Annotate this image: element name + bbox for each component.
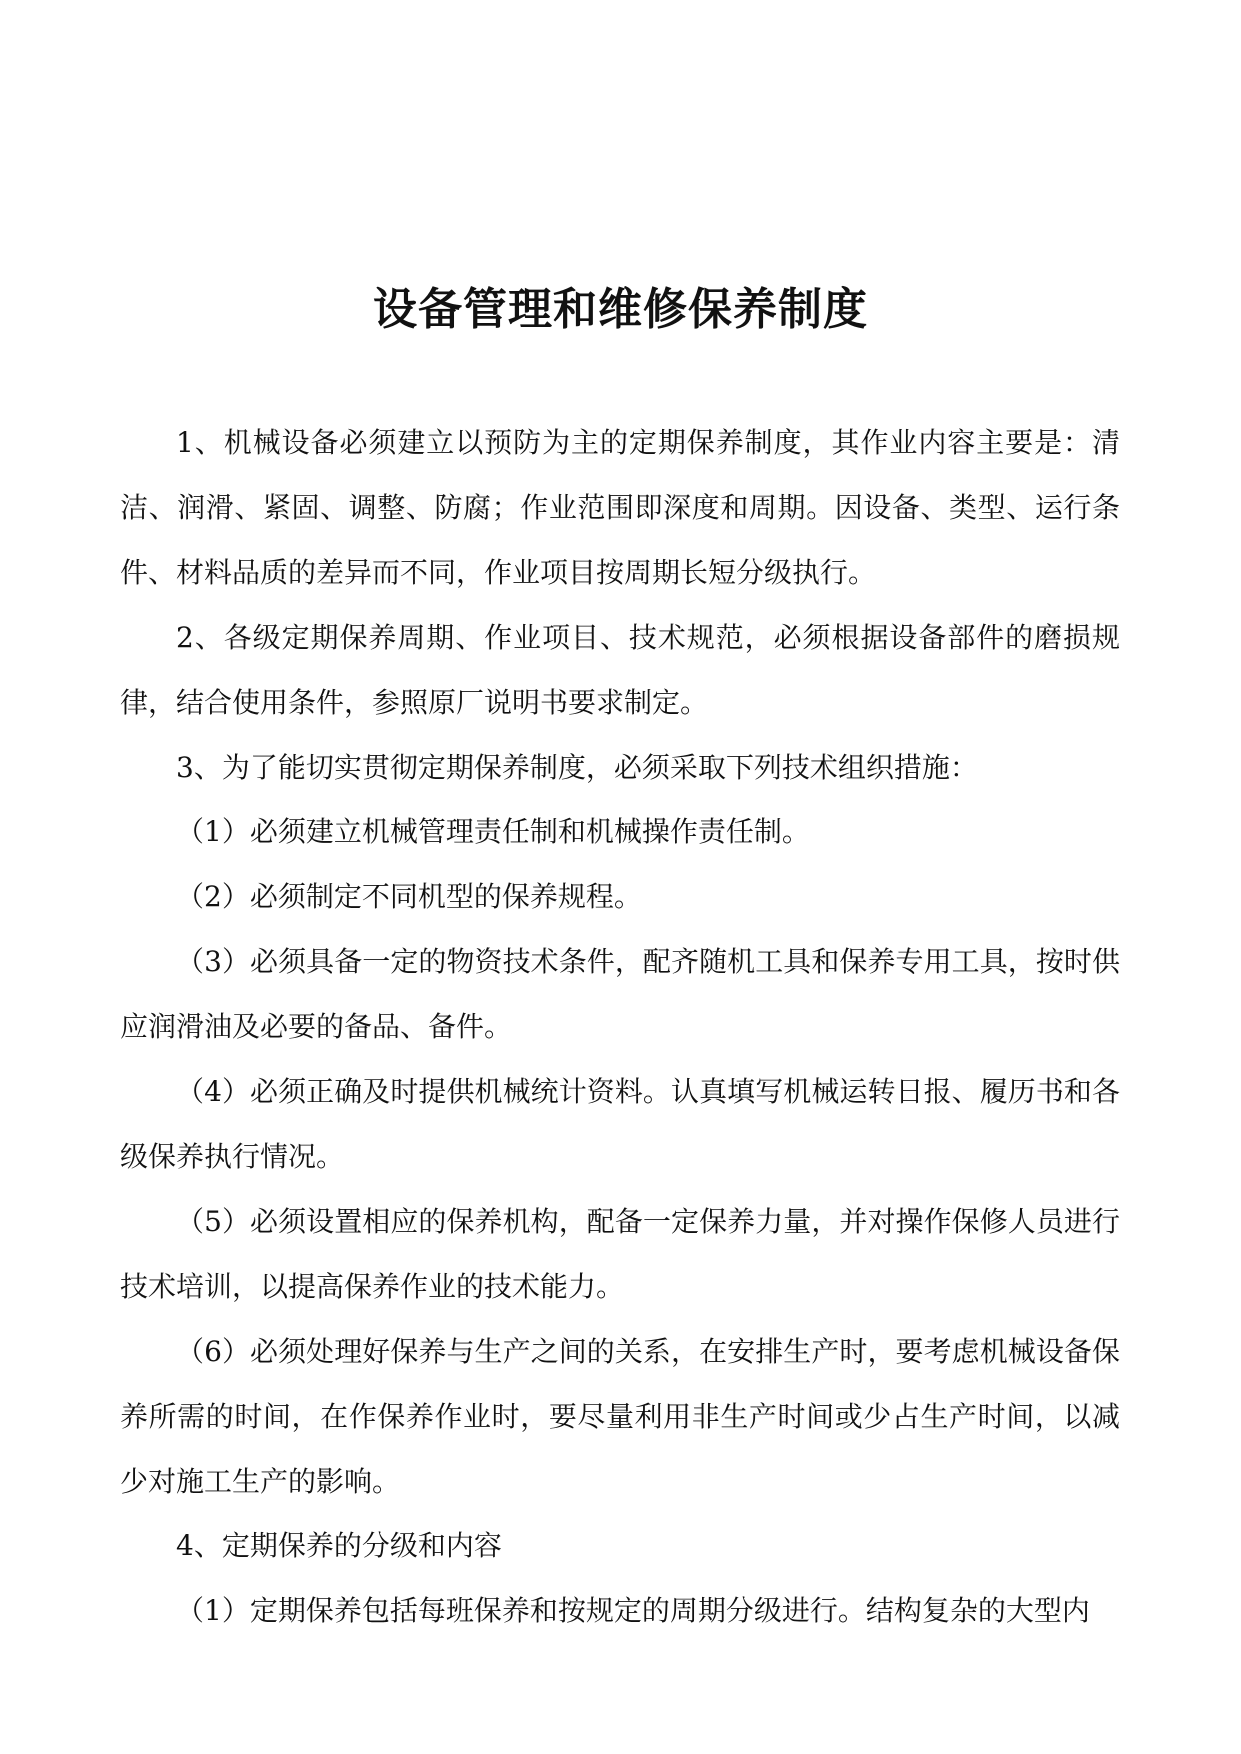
paragraph-3-item-6: （6）必须处理好保养与生产之间的关系，在安排生产时，要考虑机械设备保养所需的时间，在作保养作业时，要尽量利用非生产时间或少占生产时间，以减少对施工生产的影响。 <box>120 1334 1120 1498</box>
paragraph-3: 3、为了能切实贯彻定期保养制度，必须采取下列技术组织措施： <box>176 750 978 784</box>
paragraph-4: 4、定期保养的分级和内容 <box>176 1529 502 1563</box>
paragraph-3-item-3: （3）必须具备一定的物资技术条件，配齐随机工具和保养专用工具，按时供应润滑油及必要的备品、备件。 <box>120 945 1120 1044</box>
paragraph-1: 1、机械设备必须建立以预防为主的定期保养制度，其作业内容主要是：清洁、润滑、紧固、调整、防腐；作业范围即深度和周期。因设备、类型、运行条件、材料品质的差异而不同，作业项目按周期长短分级执行。 <box>120 426 1120 589</box>
document-body <box>120 411 1120 1644</box>
paragraph-2: 2、各级定期保养周期、作业项目、技术规范，必须根据设备部件的磨损规律，结合使用条件，参照原厂说明书要求制定。 <box>120 620 1120 719</box>
paragraph-3-item-1: （1）必须建立机械管理责任制和机械操作责任制。 <box>176 815 810 849</box>
paragraph-3-item-5: （5）必须设置相应的保养机构，配备一定保养力量，并对操作保修人员进行技术培训，以提高保养作业的技术能力。 <box>120 1204 1120 1303</box>
paragraph-3-item-4: （4）必须正确及时提供机械统计资料。认真填写机械运转日报、履历书和各级保养执行情况。 <box>120 1075 1120 1173</box>
paragraph-3-item-2: （2）必须制定不同机型的保养规程。 <box>176 880 642 914</box>
paragraph-4-item-1: （1）定期保养包括每班保养和按规定的周期分级进行。结构复杂的大型内 <box>176 1594 1090 1628</box>
document-title: 设备管理和维修保养制度 <box>373 284 868 335</box>
